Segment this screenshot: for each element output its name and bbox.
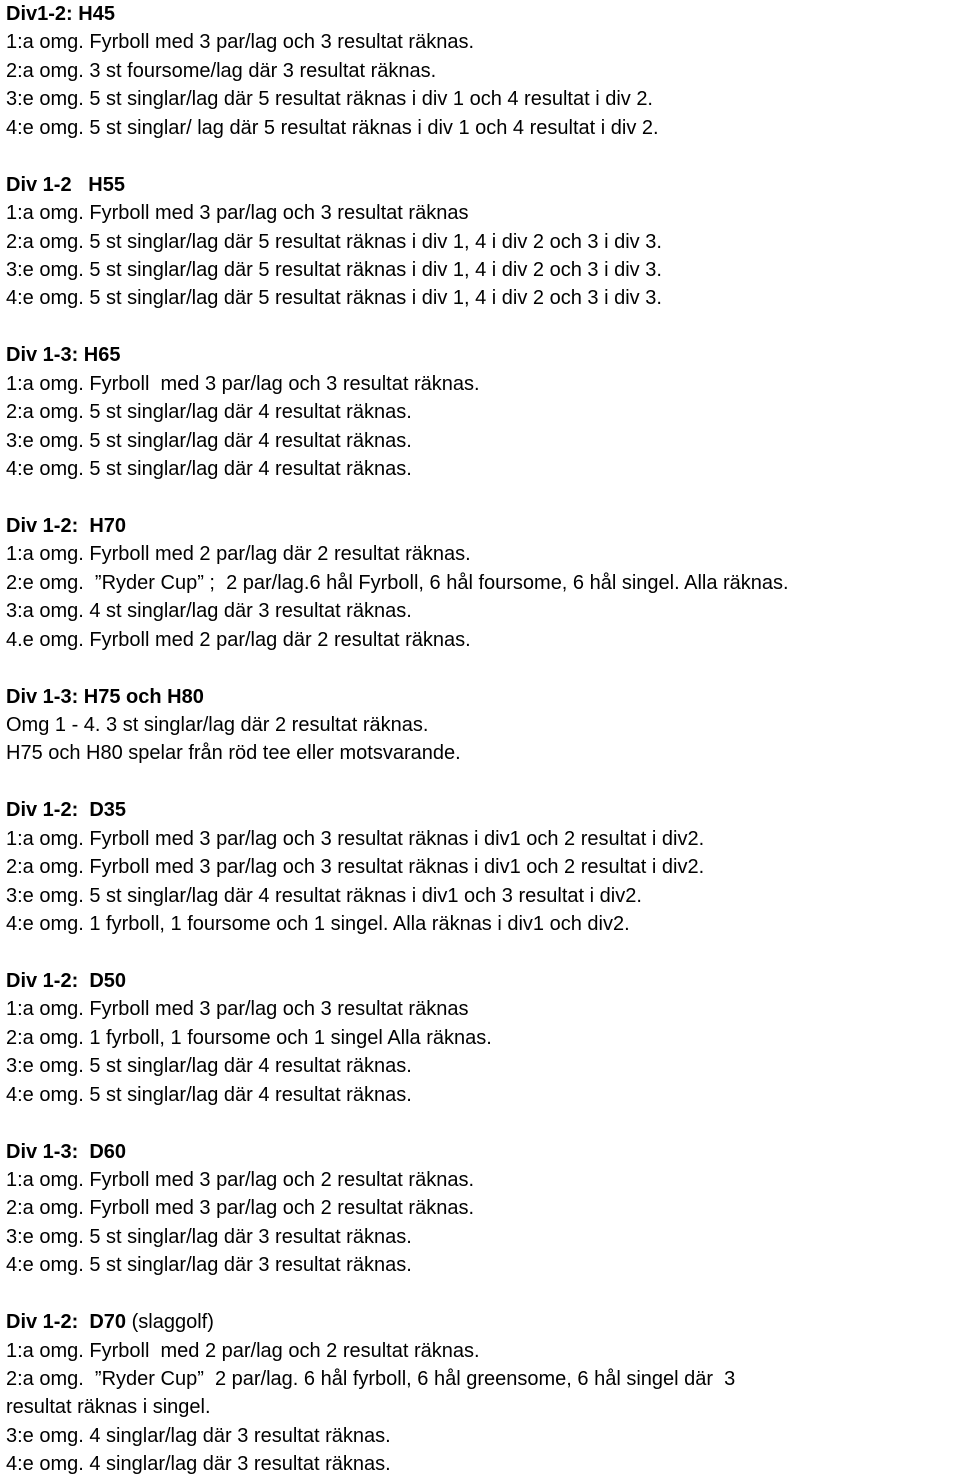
section-heading <box>6 512 960 540</box>
section-heading <box>6 1308 960 1336</box>
round-line: 4:e omg. 4 singlar/lag där 3 resultat räknas. <box>6 1453 391 1476</box>
round-line: 1:a omg. Fyrboll med 3 par/lag och 3 resultat räknas. <box>6 372 480 395</box>
section-d35 <box>6 796 960 938</box>
section-h70 <box>6 512 960 654</box>
round-line: 2:e omg. ”Ryder Cup” ; 2 par/lag.6 hål Fyrboll, 6 hål foursome, 6 hål singel. Alla räknas. <box>6 571 789 594</box>
heading-text: Div 1-3: H75 och H80 <box>6 685 204 708</box>
heading-suffix: (slaggolf) <box>126 1311 214 1334</box>
round-line: H75 och H80 spelar från röd tee eller motsvarande. <box>6 742 461 765</box>
section-heading <box>6 1138 960 1166</box>
round-line: 3:e omg. 5 st singlar/lag där 5 resultat räknas i div 1, 4 i div 2 och 3 i div 3. <box>6 258 662 281</box>
section-heading <box>6 0 960 28</box>
section-heading <box>6 967 960 995</box>
round-line: 2:a omg. 5 st singlar/lag där 5 resultat räknas i div 1, 4 i div 2 och 3 i div 3. <box>6 230 662 253</box>
round-line: 4:e omg. 5 st singlar/lag där 5 resultat räknas i div 1, 4 i div 2 och 3 i div 3. <box>6 287 662 310</box>
section-h55 <box>6 171 960 313</box>
heading-text: Div 1-2 H55 <box>6 173 125 196</box>
round-line: 4:e omg. 5 st singlar/lag där 4 resultat räknas. <box>6 458 412 480</box>
heading-text: Div1-2: H45 <box>6 3 115 25</box>
round-line: 1:a omg. Fyrboll med 3 par/lag och 2 resultat räknas. <box>6 1168 475 1191</box>
section-h75-h80 <box>6 683 960 768</box>
section-spacer <box>6 938 960 966</box>
section-d60 <box>6 1138 960 1280</box>
heading-text: Div 1-2: D35 <box>6 799 127 822</box>
section-heading <box>6 796 960 824</box>
round-line: 2:a omg. 3 st foursome/lag där 3 resultat räknas. <box>6 59 437 82</box>
round-line: 4.e omg. Fyrboll med 2 par/lag där 2 resultat räknas. <box>6 628 471 651</box>
section-heading <box>6 341 960 369</box>
round-line: 3:e omg. 5 st singlar/lag där 4 resultat räknas. <box>6 429 412 452</box>
round-line: 4:e omg. 5 st singlar/lag där 3 resultat räknas. <box>6 1254 412 1277</box>
round-line: 2:a omg. 1 fyrboll, 1 foursome och 1 singel Alla räknas. <box>6 1026 492 1049</box>
round-line: 1:a omg. Fyrboll med 2 par/lag där 2 resultat räknas. <box>6 543 471 566</box>
section-heading <box>6 171 960 199</box>
round-line: 2:a omg. Fyrboll med 3 par/lag och 3 resultat räknas i div1 och 2 resultat i div2. <box>6 856 705 879</box>
heading-text: Div 1-2: D50 <box>6 969 127 992</box>
round-line: 1:a omg. Fyrboll med 3 par/lag och 3 resultat räknas. <box>6 31 475 54</box>
section-spacer <box>6 313 960 341</box>
round-line: 1:a omg. Fyrboll med 3 par/lag och 3 resultat räknas <box>6 998 469 1021</box>
heading-text: Div 1-3: D60 <box>6 1140 127 1163</box>
section-spacer <box>6 142 960 170</box>
round-line: 4:e omg. 1 fyrboll, 1 foursome och 1 singel. Alla räknas i div1 och div2. <box>6 913 630 935</box>
heading-text: Div 1-2: H70 <box>6 514 127 537</box>
round-line: 3:e omg. 5 st singlar/lag där 5 resultat räknas i div 1 och 4 resultat i div 2. <box>6 88 653 111</box>
round-line: 2:a omg. Fyrboll med 3 par/lag och 2 resultat räknas. <box>6 1197 475 1220</box>
section-h65 <box>6 341 960 483</box>
section-spacer <box>6 1280 960 1308</box>
round-line: 2:a omg. 5 st singlar/lag där 4 resultat räknas. <box>6 401 412 424</box>
round-line: 3:e omg. 5 st singlar/lag där 4 resultat räknas i div1 och 3 resultat i div2. <box>6 884 642 907</box>
section-h45 <box>6 0 960 142</box>
round-line: 4:e omg. 5 st singlar/ lag där 5 resultat räknas i div 1 och 4 resultat i div 2. <box>6 116 659 139</box>
heading-text: Div 1-2: D70 <box>6 1311 127 1334</box>
section-heading <box>6 683 960 711</box>
round-line: 4:e omg. 5 st singlar/lag där 4 resultat räknas. <box>6 1083 412 1106</box>
heading-text: Div 1-3: H65 <box>6 344 121 367</box>
round-line: 3:a omg. 4 st singlar/lag där 3 resultat räknas. <box>6 600 412 623</box>
round-line: 3:e omg. 4 singlar/lag där 3 resultat räknas. <box>6 1424 391 1447</box>
round-line: resultat räknas i singel. <box>6 1396 211 1419</box>
section-d70 <box>6 1308 960 1479</box>
round-line: 3:e omg. 5 st singlar/lag där 3 resultat räknas. <box>6 1225 412 1248</box>
section-spacer <box>6 654 960 682</box>
section-d50 <box>6 967 960 1109</box>
section-spacer <box>6 768 960 796</box>
section-spacer <box>6 1109 960 1137</box>
round-line: 1:a omg. Fyrboll med 3 par/lag och 3 resultat räknas i div1 och 2 resultat i div2. <box>6 827 705 850</box>
round-line: 3:e omg. 5 st singlar/lag där 4 resultat räknas. <box>6 1055 412 1078</box>
section-spacer <box>6 483 960 511</box>
round-line: Omg 1 - 4. 3 st singlar/lag där 2 resultat räknas. <box>6 713 429 736</box>
round-line: 1:a omg. Fyrboll med 2 par/lag och 2 resultat räknas. <box>6 1339 480 1362</box>
round-line: 1:a omg. Fyrboll med 3 par/lag och 3 resultat räknas <box>6 202 469 225</box>
round-line: 2:a omg. ”Ryder Cup” 2 par/lag. 6 hål fyrboll, 6 hål greensome, 6 hål singel där 3 <box>6 1368 736 1390</box>
